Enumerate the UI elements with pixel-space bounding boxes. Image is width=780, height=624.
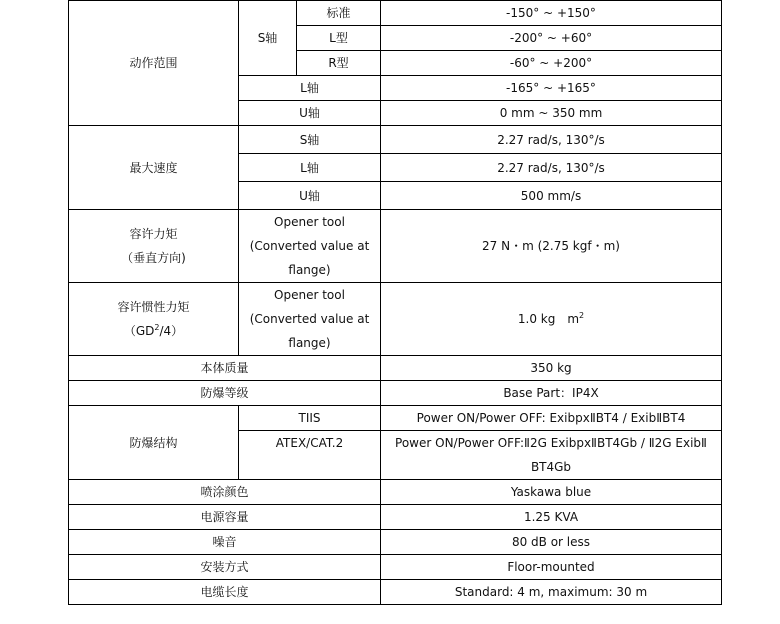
s-r-label: R型 [297,51,381,76]
torque-cond-line2: (Converted value at [249,239,370,253]
mass-label: 本体质量 [69,356,381,381]
table-row [69,381,722,406]
atex-value-line2: BT4Gb [530,460,572,474]
inertia-condition [239,283,381,356]
speed-s-axis-label: S轴 [239,126,381,154]
table-row [69,530,722,555]
inertia-label-pre: （GD [123,324,155,338]
mounting-value: Floor-mounted [381,555,722,580]
table-row [69,555,722,580]
table-row [69,210,722,283]
table-row [69,126,722,154]
table-row [69,406,722,431]
speed-s-value: 2.27 rad/s, 130°/s [381,126,722,154]
inertia-label-sup: 2 [154,323,160,332]
tiis-value: Power ON/Power OFF: ExibpxⅡBT4 / ExibⅡBT4 [381,406,722,431]
power-label: 电源容量 [69,505,381,530]
speed-l-axis-label: L轴 [239,154,381,182]
cable-label: 电缆长度 [69,580,381,605]
torque-cond-line1: Opener tool [274,215,345,229]
inertia-cond-line2: (Converted value at [249,312,370,326]
l-axis-value: -165° ~ +165° [381,76,722,101]
tiis-label: TIIS [239,406,381,431]
allowable-torque-label [69,210,239,283]
mounting-label: 安装方式 [69,555,381,580]
mass-value: 350 kg [381,356,722,381]
l-axis-label: L轴 [239,76,381,101]
s-axis-label: S轴 [239,1,297,76]
noise-label: 噪音 [69,530,381,555]
inertia-value [381,283,722,356]
speed-u-axis-label: U轴 [239,182,381,210]
table-row [69,356,722,381]
torque-label-line1: 容许力矩 [129,227,178,241]
s-r-value: -60° ~ +200° [381,51,722,76]
inertia-label-post: /4） [159,324,184,338]
inertia-label-line1: 容许惯性力矩 [117,300,190,314]
s-l-label: L型 [297,26,381,51]
cable-value: Standard: 4 m, maximum: 30 m [381,580,722,605]
noise-value: 80 dB or less [381,530,722,555]
inertia-value-sup: 2 [579,311,585,320]
motion-range-label: 动作范围 [69,1,239,126]
table-row [69,283,722,356]
s-l-value: -200° ~ +60° [381,26,722,51]
atex-value [381,431,722,480]
s-std-value: -150° ~ +150° [381,1,722,26]
inertia-cond-line1: Opener tool [274,288,345,302]
table-row [69,480,722,505]
inertia-cond-line3: flange) [288,336,331,350]
u-axis-value: 0 mm ~ 350 mm [381,101,722,126]
torque-value: 27 N・m (2.75 kgf・m) [381,210,722,283]
max-speed-label: 最大速度 [69,126,239,210]
inertia-value-main: 1.0 kg m [517,312,580,326]
atex-label: ATEX/CAT.2 [239,431,381,480]
explosion-label: 防爆结构 [69,406,239,480]
table-row [69,505,722,530]
spec-table [68,0,722,605]
torque-label-line2: （垂直方向) [121,251,186,265]
paint-value: Yaskawa blue [381,480,722,505]
table-row [69,1,722,26]
inertia-label-line2 [73,319,234,343]
allowable-inertia-label [69,283,239,356]
protection-value: Base Part：IP4X [381,381,722,406]
torque-condition [239,210,381,283]
speed-l-value: 2.27 rad/s, 130°/s [381,154,722,182]
torque-cond-line3: flange) [288,263,331,277]
speed-u-value: 500 mm/s [381,182,722,210]
protection-label: 防爆等级 [69,381,381,406]
atex-value-line1: Power ON/Power OFF:Ⅱ2G ExibpxⅡBT4Gb / Ⅱ2G ExibⅡ [395,436,707,450]
table-row [69,580,722,605]
power-value: 1.25 KVA [381,505,722,530]
s-std-label: 标准 [297,1,381,26]
u-axis-label: U轴 [239,101,381,126]
paint-label: 喷涂颜色 [69,480,381,505]
